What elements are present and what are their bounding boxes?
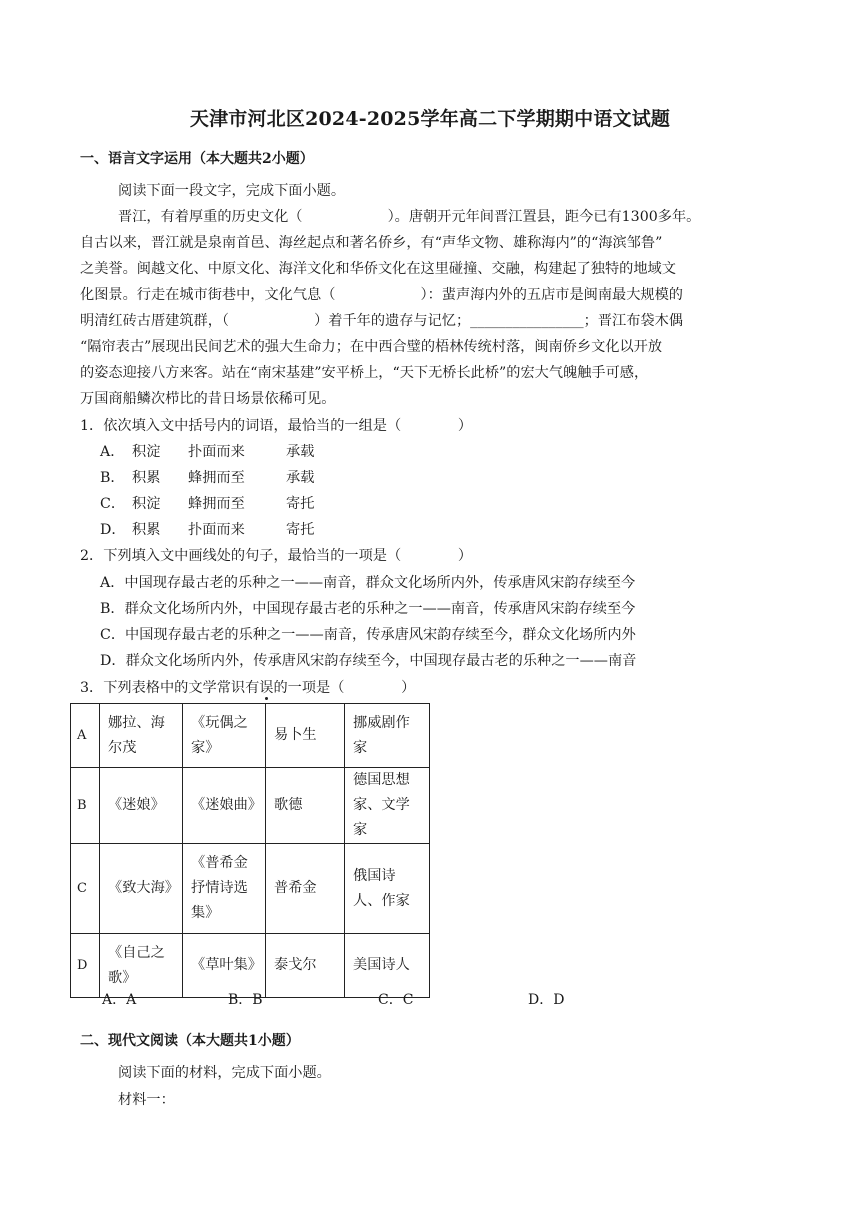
passage-line: “隔帘表古”展现出民间艺术的强大生命力；在中西合璧的梧林传统村落，闽南侨乡文化以开放 [80, 339, 663, 355]
stem-text: 3．下列表格中的文学常识有 [80, 680, 260, 696]
question-1-stem: 1．依次填入文中括号内的词语，最恰当的一组是（ ） [80, 418, 473, 434]
q3-answer-b[interactable]: B．B [228, 992, 263, 1008]
option-key: D． [100, 522, 126, 538]
cell-work1: 《致大海》 [100, 844, 183, 934]
material-label: 材料一： [118, 1092, 175, 1108]
passage-line: 明清红砖古厝建筑群，（ ）着千年的遗存与记忆；________________；晋江布袋木偶 [80, 313, 683, 329]
q3-answer-a[interactable]: A．A [102, 992, 137, 1008]
q2-option-b[interactable]: B．群众文化场所内外，中国现存最古老的乐种之一——南音，传承唐风宋韵存续至今 [100, 601, 636, 617]
passage-line: 的姿态迎接八方来客。站在“南宋基建”安平桥上，“天下无桥长此桥”的宏大气魄触手可感， [80, 365, 649, 381]
passage-line: 晋江，有着厚重的历史文化（ ）。唐朝开元年间晋江置县，距今已有1300多年。 [118, 209, 701, 225]
row-key: D [71, 934, 100, 998]
row-key: A [71, 704, 100, 768]
cell-desc: 挪威剧作家 [345, 704, 430, 768]
section-heading-1: 一、语言文字运用（本大题共2小题） [80, 151, 314, 167]
passage-line: 之美誉。闽越文化、中原文化、海洋文化和华侨文化在这里碰撞、交融，构建起了独特的地域文 [80, 261, 676, 277]
q1-option-b[interactable] [100, 467, 314, 487]
stem-emphasis: 误 [259, 680, 274, 696]
question-2-stem: 2．下列填入文中画线处的句子，最恰当的一项是（ ） [80, 548, 473, 564]
option-key: A． [100, 444, 125, 460]
q1-option-d[interactable] [100, 519, 314, 539]
cell-author: 泰戈尔 [266, 934, 345, 998]
cell-author: 歌德 [266, 768, 345, 844]
q2-option-a[interactable]: A．中国现存最古老的乐种之一——南音，群众文化场所内外，传承唐风宋韵存续至今 [100, 575, 636, 591]
option-word: 扑面而来 [188, 444, 245, 460]
cell-desc: 俄国诗人、作家 [345, 844, 430, 934]
page-title: 天津市河北区2024-2025学年高二下学期期中语文试题 [189, 108, 671, 130]
option-key: B． [100, 470, 125, 486]
table-row [71, 768, 430, 844]
passage-line: 万国商船鳞次栉比的昔日场景依稀可见。 [80, 391, 336, 407]
table-row [71, 844, 430, 934]
option-word: 积淀 [132, 496, 161, 512]
q3-answer-c[interactable]: C．C [378, 992, 414, 1008]
literature-table [70, 703, 430, 998]
option-word: 积淀 [132, 444, 161, 460]
cell-work1: 娜拉、海尔茂 [100, 704, 183, 768]
option-word: 积累 [132, 470, 161, 486]
option-key: C． [100, 496, 126, 512]
passage-line: 化图景。行走在城市街巷中，文化气息（ ）：蜚声海内外的五店市是闽南最大规模的 [80, 287, 683, 303]
option-word: 寄托 [286, 496, 315, 512]
table-row [71, 704, 430, 768]
option-word: 蜂拥而至 [188, 470, 245, 486]
q2-option-d[interactable]: D．群众文化场所内外，传承唐风宋韵存续至今，中国现存最古老的乐种之一——南音 [100, 653, 637, 669]
row-key: C [71, 844, 100, 934]
cell-work2: 《普希金抒情诗选集》 [183, 844, 266, 934]
cell-work2: 《草叶集》 [183, 934, 266, 998]
cell-author: 易卜生 [266, 704, 345, 768]
cell-work2: 《迷娘曲》 [183, 768, 266, 844]
question-3-stem [80, 677, 415, 697]
option-word: 承载 [286, 444, 315, 460]
q1-option-c[interactable] [100, 493, 314, 513]
section-heading-2: 二、现代文阅读（本大题共1小题） [80, 1033, 300, 1049]
stem-text: 的一项是（ ） [273, 680, 416, 696]
cell-desc: 美国诗人 [345, 934, 430, 998]
q2-option-c[interactable]: C．中国现存最古老的乐种之一——南音，传承唐风宋韵存续至今，群众文化场所内外 [100, 627, 636, 643]
q1-option-a[interactable] [100, 441, 314, 461]
row-key: B [71, 768, 100, 844]
cell-desc: 德国思想家、文学家 [345, 768, 430, 844]
table-row [71, 934, 430, 998]
q3-answer-d[interactable]: D．D [528, 992, 565, 1008]
option-word: 扑面而来 [188, 522, 245, 538]
option-word: 积累 [132, 522, 161, 538]
cell-work1: 《自己之歌》 [100, 934, 183, 998]
cell-author: 普希金 [266, 844, 345, 934]
cell-work2: 《玩偶之家》 [183, 704, 266, 768]
cell-work1: 《迷娘》 [100, 768, 183, 844]
section-1-intro: 阅读下面一段文字，完成下面小题。 [118, 183, 346, 199]
option-word: 寄托 [286, 522, 315, 538]
option-word: 蜂拥而至 [188, 496, 245, 512]
section-2-intro: 阅读下面的材料，完成下面小题。 [118, 1065, 331, 1081]
option-word: 承载 [286, 470, 315, 486]
passage-line: 自古以来，晋江就是泉南首邑、海丝起点和著名侨乡，有“声华文物、雄称海内”的“海滨邹鲁” [80, 235, 663, 251]
